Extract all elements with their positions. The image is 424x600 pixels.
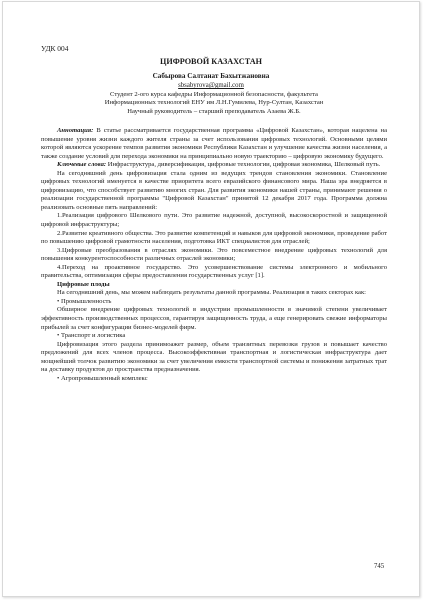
affiliation-line: Информационных технологий ЕНУ им Л.Н.Гумилева, Нур-Султан, Казахстан — [104, 99, 324, 107]
udk-code: УДК 004 — [41, 44, 69, 53]
author-email[interactable] — [3, 82, 419, 89]
body-paragraph: Обширное внедрение цифровых технологий в индустрии промышленности в значимой степени увеличивает эффективность производственных процессов, гарантируя защищенность труда, а еще генерировать свежие информаторы прибылей за счет конфигурации бизнес-моделей фирм. — [41, 306, 387, 331]
keywords-label: Ключевые слова: — [57, 161, 107, 169]
keywords-paragraph — [41, 161, 387, 170]
email-link[interactable]: sbsabyrova@gmail.com — [178, 82, 244, 89]
list-item: • Транспорт и логистика — [57, 332, 126, 340]
affiliation-block — [41, 91, 387, 116]
list-item: • Агропромышленный комплекс — [57, 374, 148, 382]
abstract-paragraph — [41, 127, 387, 161]
document-page — [2, 1, 420, 597]
body-paragraph: 3.Цифровые преобразования в отраслях экономики. Это повсеместное внедрение цифровых технологий для повышения конкурентоспособности различных отраслей экономики; — [41, 246, 387, 263]
body-paragraph: На сегодняшний день цифровизация стала одним из ведущих трендов становления экономики. Становление цифровых технологий именуется в качестве приоритета всего евразийского финансового мира. Наша эра внедряется в цифровизацию, что способствует развитию многих стран. Для развития экономики нашей страны, принимают решения о реализации государственной программы "Цифровой Казахстан" принятой 12 декабря 2017 года. Программа должна реализовать основные пять направлений: — [41, 169, 387, 211]
keywords-text: Инфраструктура, диверсификация, цифровые технологии, цифровая экономика, Шелковый путь. — [106, 161, 381, 169]
body-paragraph: 4.Переход на проактивное государство. Это усовершенствование системы электронного и мобильного правительства, оптимизация сферы предоставления государственных услуг [1]. — [41, 263, 387, 280]
affiliation-line: Студент 2-ого курса кафедры Информационной безопасности, факультета — [110, 91, 318, 98]
section-heading: Цифровые плоды — [57, 280, 110, 288]
body-paragraph: 2.Развитие креативного общества. Это развитие компетенций и навыков для цифровой экономики, проведение работ по повышению цифровой грамотности населения, подготовка ИКТ специалистов для отраслей; — [41, 229, 387, 246]
page-number: 745 — [374, 563, 385, 570]
list-item: • Промышленность — [57, 297, 112, 305]
paper-title: ЦИФРОВОЙ КАЗАХСТАН — [159, 57, 263, 66]
abstract-section — [41, 127, 387, 383]
abstract-label: Аннотация: — [57, 127, 94, 134]
body-paragraph: На сегодняшний день, мы можем наблюдать результаты данной программы. Реализация в таких секторах как: — [57, 289, 367, 297]
body-paragraph: Цифровизация этого раздела принимоажет размер, объем транзитных перевозки грузов и повышает качество предложений для всех членов процесса. Высокоэффективная транспортная и логистическая инфраструктура дает мощнейший толчок развитию экономики за счет увеличения емкости транспортной системы и понижения затратных трат на доставку продуктов до пространства предназначения. — [41, 340, 387, 374]
author-name: Сабырова Салтанат Бахытжановна — [152, 72, 270, 80]
body-paragraph: 1.Реализация цифрового Шелкового пути. Это развитие надежной, доступной, высокоскоростной и защищенной цифровой инфраструктуры; — [41, 212, 387, 229]
affiliation-line: Научный руководитель – старший преподаватель Азаева Ж.Б. — [127, 107, 301, 115]
abstract-text: В статье рассматривается государственная программа «Цифровой Казахстан», которая нацелена на повышение уровня жизни каждого жителя страны за счет использования цифровых технологий. Основными целями которой являются ускорение темпов развития экономики Республики Казахстан и улучшение качества жизни населения, а также создание условий для перехода экономики на принципиально новую траекторию – цифровую экономику будущего. — [41, 127, 387, 160]
